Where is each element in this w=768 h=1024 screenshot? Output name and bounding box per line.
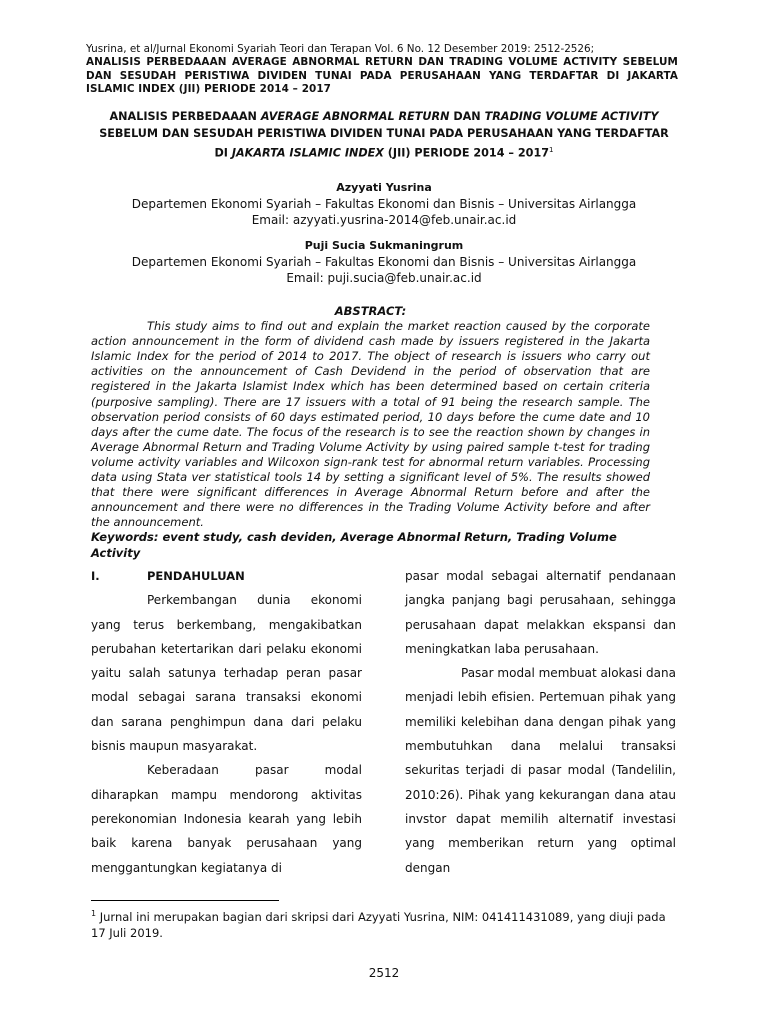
author-affiliation: Departemen Ekonomi Syariah – Fakultas Ekonomi dan Bisnis – Universitas Airlangga xyxy=(131,255,637,269)
running-head xyxy=(86,43,678,97)
footnote-marker: 1 xyxy=(91,909,97,918)
footnote-divider xyxy=(91,900,279,901)
author-email-label: Email: xyxy=(286,271,328,285)
title-part-1: ANALISIS PERBEDAAAN xyxy=(109,110,261,123)
paragraph: Keberadaan pasar modal diharapkan mampu mendorong aktivitas perekonomian Indonesia kearah yang lebih baik karena banyak perusahaan yang menggantungkan kegiatanya di xyxy=(91,763,362,875)
author-name: Puji Sucia Sukmaningrum xyxy=(304,239,464,252)
author-name: Azyyati Yusrina xyxy=(336,181,432,194)
author-affiliation: Departemen Ekonomi Syariah – Fakultas Ekonomi dan Bisnis – Universitas Airlangga xyxy=(131,197,637,211)
paper-title xyxy=(96,108,672,162)
title-part-5: SEBELUM DAN SESUDAH PERISTIWA DIVIDEN TUNAI PADA PERUSAHAAN YANG TERDAFTAR DI xyxy=(99,127,669,160)
author-email: puji.sucia@feb.unair.ac.id xyxy=(327,271,482,285)
abstract xyxy=(91,304,650,561)
section-heading xyxy=(91,564,362,588)
paragraph: Pasar modal membuat alokasi dana menjadi lebih efisien. Pertemuan pihak yang memiliki kelebihan dana dengan pihak yang membutuhkan dana melalui transaksi sekuritas terjadi di pasar modal (Tandelilin, 2010:26). Pihak yang kekurangan dana atau invstor dapat memilih alternatif investasi yang memberikan return yang optimal dengan xyxy=(405,666,676,875)
title-part-3: DAN xyxy=(449,110,485,123)
title-part-7: (JII) PERIODE 2014 – 2017 xyxy=(383,146,550,160)
body-column-left xyxy=(91,564,362,880)
running-head-title: ANALISIS PERBEDAAAN AVERAGE ABNORMAL RETURN DAN TRADING VOLUME ACTIVITY SEBELUM DAN SESUDAH PERISTIWA DIVIDEN TUNAI PADA PERUSAHAAN YANG TERDAFTAR DI JAKARTA ISLAMIC INDEX (JII) PERIODE 2014 – 2017 xyxy=(86,56,678,96)
footnote-text: Jurnal ini merupakan bagian dari skripsi dari Azyyati Yusrina, NIM: 041411431089, yang diuji pada 17 Juli 2019. xyxy=(91,909,666,940)
section-number: I. xyxy=(91,569,100,583)
title-part-4: TRADING VOLUME ACTIVITY xyxy=(484,110,659,123)
running-head-citation: Yusrina, et al/Jurnal Ekonomi Syariah Teori dan Terapan Vol. 6 No. 12 Desember 2019: 2512-2526; xyxy=(86,43,595,55)
footnote xyxy=(91,906,671,941)
author-block-2 xyxy=(90,238,678,286)
author-email-label: Email: xyxy=(251,213,293,227)
paragraph: Perkembangan dunia ekonomi yang terus berkembang, mengakibatkan perubahan ketertarikan dari pelaku ekonomi yaitu salah satunya terhadap peran pasar modal sebagai sarana transaksi ekonomi dan sarana penghimpun dana dari pelaku bisnis maupun masyarakat. xyxy=(91,593,362,754)
section-title: PENDAHULUAN xyxy=(147,569,245,583)
author-block-1 xyxy=(90,180,678,228)
author-email: azyyati.yusrina-2014@feb.unair.ac.id xyxy=(292,213,517,227)
author-email-line xyxy=(90,270,678,286)
abstract-heading: ABSTRACT: xyxy=(334,304,407,318)
title-part-6: JAKARTA ISLAMIC INDEX xyxy=(231,146,384,160)
paragraph-continued: pasar modal sebagai alternatif pendanaan jangka panjang bagi perusahaan, sehingga perusahaan dapat melakkan ekspansi dan meningkatkan laba perusahaan. xyxy=(405,569,676,656)
title-footnote-marker: 1 xyxy=(549,146,554,154)
abstract-body: This study aims to find out and explain the market reaction caused by the corporate action announcement in the form of dividend cash made by issuers registered in the Jakarta Islamic Index for the period of 2014 to 2017. The object of research is issuers who carry out activities on the announcement of Cash Devidend in the period of observation that are registered in the Jakarta Islamist Index which has been determined based on certain criteria (purposive sampling). There are 17 issuers with a total of 91 being the research sample. The observation period consists of 60 days estimated period, 10 days before the cume date and 10 days after the cume date. The focus of the research is to see the reaction shown by changes in Average Abnormal Return and Trading Volume Activity by using paired sample t-test for trading volume activity variables and Wilcoxon sign-rank test for abnormal return variables. Processing data using Stata ver statistical tools 14 by setting a significant level of 5%. The results showed that there were significant differences in Average Abnormal Return before and after the announcement and there were no differences in the Trading Volume Activity before and after the announcement. xyxy=(91,319,650,530)
body-column-right xyxy=(405,564,676,880)
keywords: Keywords: event study, cash deviden, Average Abnormal Return, Trading Volume Activity xyxy=(91,530,617,560)
page-number: 2512 xyxy=(368,966,400,980)
author-email-line xyxy=(90,212,678,228)
title-part-2: AVERAGE ABNORMAL RETURN xyxy=(260,110,450,123)
